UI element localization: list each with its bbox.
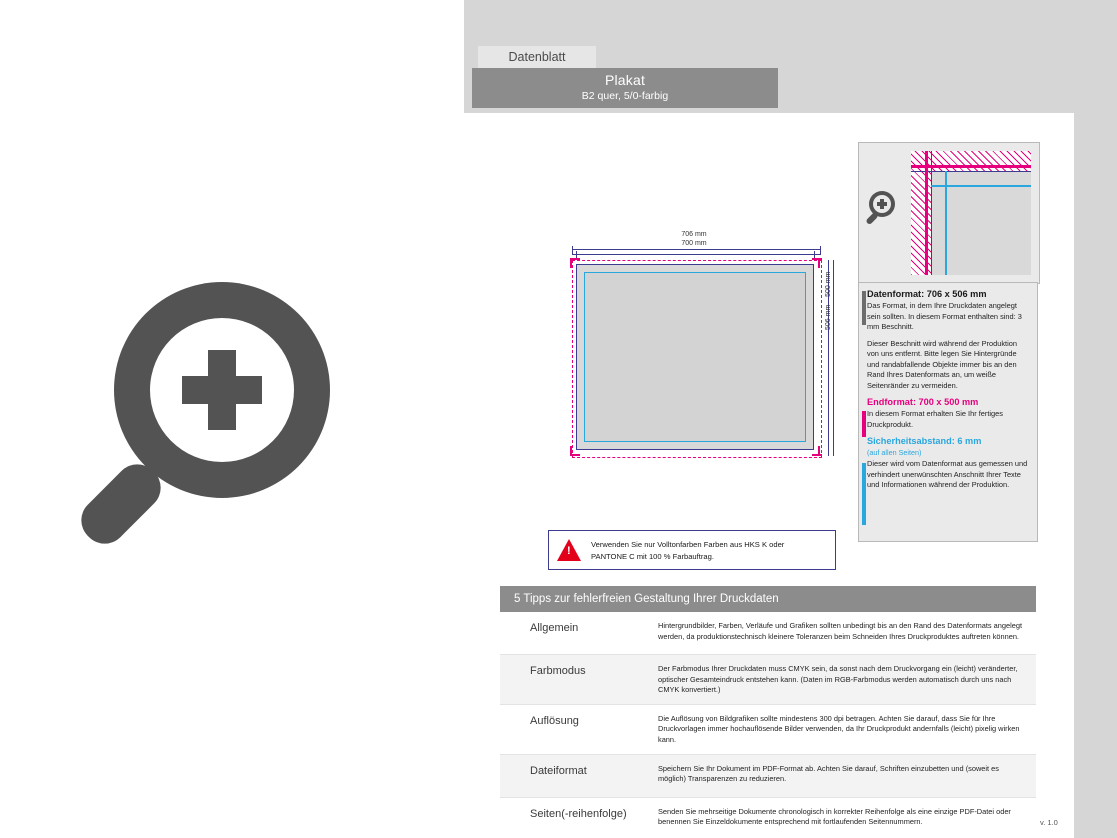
- legend-text-final-format: In diesem Format erhalten Sie Ihr fertiges Druckprodukt.: [867, 409, 1003, 429]
- dimension-side-2: 500 mm: [825, 271, 832, 297]
- magnifier-plus-vertical: [208, 350, 236, 430]
- dimension-tick: [572, 246, 573, 255]
- tips-row-text: Der Farbmodus Ihrer Druckdaten muss CMYK sein, da sonst nach dem Druckvorgang ein (leicht) veränderter, optischer Gesamteindruck entstehen kann. (Daten im RGB-Farbmodus werden automatisch durch uns nach CMYK konvertiert.): [658, 664, 1018, 695]
- dimension-side-1: 506 mm: [825, 304, 832, 330]
- warning-glyph: !: [567, 545, 571, 557]
- dimension-top-labels: [634, 230, 754, 248]
- footer-strip: [464, 826, 1074, 838]
- crop-mark: [812, 258, 822, 260]
- safety-margin-boundary: [584, 272, 806, 442]
- tips-row-label: Auflösung: [530, 714, 579, 727]
- legend-text-safety-margin: Dieser wird vom Datenformat aus gemessen und verhindert unerwünschten Anschnitt Ihrer Texte und Informationen während der Produktion.: [867, 459, 1028, 489]
- legend-swatch-safety-margin: [862, 463, 866, 525]
- page-right-margin: [1074, 0, 1117, 838]
- tips-row-label: Dateiformat: [530, 764, 587, 777]
- dimension-top-2: 700 mm: [681, 240, 707, 247]
- dimension-line-top-inner: [572, 254, 820, 255]
- tips-row-label: Seiten(-reihenfolge): [530, 807, 627, 820]
- page-subtitle: B2 quer, 5/0-farbig: [581, 90, 669, 102]
- detail-final-format-line-horizontal: [911, 165, 1031, 168]
- warning-text-line1: Verwenden Sie nur Volltonfarben Farben aus HKS K oder: [591, 540, 785, 549]
- crop-mark: [570, 258, 572, 268]
- dimension-line-side-inner: [833, 260, 834, 456]
- crop-mark: [812, 454, 822, 456]
- legend-title-final-format: Endformat: 700 x 500 mm: [867, 397, 979, 407]
- version-label: v. 1.0: [1040, 818, 1058, 827]
- legend-swatch-data-format: [862, 291, 866, 325]
- legend-text-data-format: Das Format, in dem Ihre Druckdaten angelegt sein sollten. In diesem Format enthalten sind: 3 mm Beschnitt.: [867, 301, 1022, 331]
- tips-row-text: Die Auflösung von Bildgrafiken sollte mindestens 300 dpi betragen. Achten Sie darauf, dass Sie für Ihre Druckvorlagen immer hochauflösende Bilder verwenden, da Ihr Druckprodukt andernfalls (leicht) pixelig wirken kann.: [658, 713, 1020, 744]
- magnifier-plus-icon: [867, 191, 901, 225]
- spot-color-warning: [548, 530, 836, 570]
- magnifier-plus-vertical: [880, 199, 884, 209]
- detail-data-format-line-horizontal: [911, 171, 1031, 172]
- legend-title-data-format: Datenformat: 706 x 506 mm: [867, 289, 987, 299]
- datasheet: [464, 0, 1074, 838]
- detail-safety-line-horizontal: [931, 185, 1031, 187]
- detail-final-format-line-vertical: [925, 151, 928, 275]
- table-row: [500, 655, 1036, 705]
- magnifier-plus-icon: [92, 282, 362, 554]
- warning-text-line2: PANTONE C mit 100 % Farbauftrag.: [591, 551, 714, 561]
- legend-title-safety-margin: Sicherheitsabstand: 6 mm: [867, 436, 982, 446]
- tips-row-label: Farbmodus: [530, 665, 586, 677]
- warning-text: [591, 539, 829, 562]
- dimension-line-top-outer: [572, 249, 820, 250]
- tips-table: [500, 586, 1036, 838]
- legend-swatch-final-format: [862, 411, 866, 437]
- format-drawing: [514, 230, 844, 480]
- detail-data-format-line-vertical: [931, 151, 932, 275]
- table-row: [500, 755, 1036, 798]
- format-legend: [858, 282, 1038, 542]
- tips-row-text: Speichern Sie Ihr Dokument im PDF-Format ab. Achten Sie darauf, Schriften einzubetten und (soweit es möglich) Transparenzen zu reduzieren.: [658, 763, 999, 784]
- corner-detail-preview: [858, 142, 1040, 284]
- title-bar: [472, 68, 778, 108]
- tab-datenblatt[interactable]: Datenblatt: [478, 46, 596, 68]
- tips-table-header: 5 Tipps zur fehlerfreien Gestaltung Ihrer Druckdaten: [500, 586, 1036, 612]
- tips-row-text: Hintergrundbilder, Farben, Verläufe und Grafiken sollten unbedingt bis an den Rand des Datenformats angelegt werden, da produktionstechnisch kleinere Toleranzen beim Schneiden Ihres Druckproduktes auftreten können.: [658, 621, 1023, 641]
- table-row: [500, 705, 1036, 755]
- tips-row-text: Senden Sie mehrseitige Dokumente chronologisch in korrekter Reihenfolge als eine einzige PDF-Datei oder benennen Sie Einzeldokumente entsprechend mit fortlaufenden Seitennummern.: [658, 806, 1011, 827]
- crop-mark: [570, 454, 580, 456]
- dimension-side-labels: [824, 272, 833, 330]
- tips-row-label: Allgemein: [530, 622, 579, 634]
- dimension-top-1: 706 mm: [681, 231, 707, 238]
- legend-subtitle-safety-margin: (auf allen Seiten): [867, 448, 922, 457]
- table-row: [500, 612, 1036, 655]
- crop-mark: [818, 258, 820, 268]
- legend-text-bleed-note: Dieser Beschnitt wird während der Produktion von uns entfernt. Bitte legen Sie Hintergründe und randabfallende Objekte immer bis an den Rand Ihres Datenformats an, um weiße Seitenränder zu vermeiden.: [867, 338, 1017, 390]
- page-title: Plakat: [604, 72, 646, 88]
- dimension-tick: [820, 246, 821, 255]
